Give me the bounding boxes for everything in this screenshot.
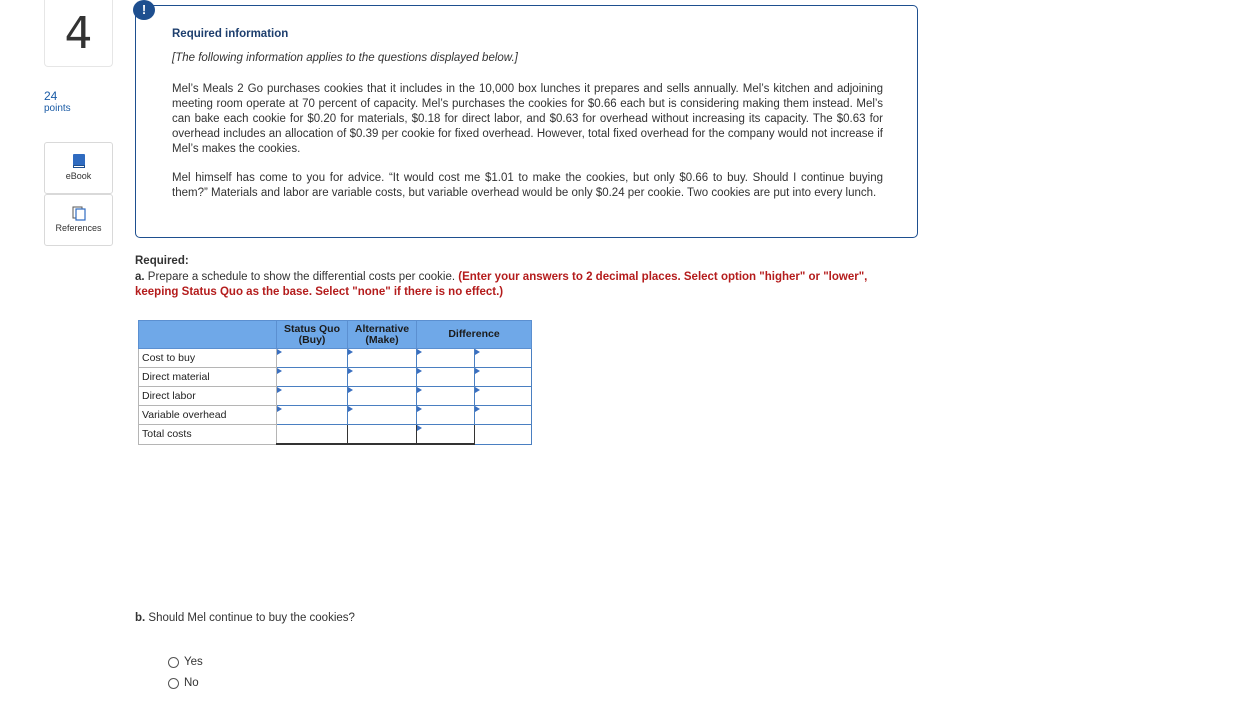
part-a-answer-instructions: (Enter your answers to 2 decimal places. Select option "higher" or "lower", keeping Status Quo as the base. Select "none" if there is no effect.) (135, 271, 868, 298)
difference-direct-labor-field[interactable] (417, 387, 474, 405)
difference-cost-to-buy-field[interactable] (417, 349, 474, 367)
difference-variable-overhead-field[interactable] (417, 406, 474, 424)
alternative-variable-overhead-input[interactable] (348, 406, 417, 425)
alternative-direct-material-input[interactable] (348, 368, 417, 387)
info-subtitle: [The following information applies to the questions displayed below.] (172, 52, 518, 64)
option-no[interactable] (168, 677, 199, 689)
alternative-total-costs-cell (348, 425, 417, 445)
status-quo-direct-material-field[interactable] (277, 368, 347, 386)
status-quo-variable-overhead-field[interactable] (277, 406, 347, 424)
input-marker-icon (417, 425, 422, 431)
alternative-direct-labor-input[interactable] (348, 387, 417, 406)
input-marker-icon (417, 406, 422, 412)
dropdown-marker-icon (475, 349, 480, 355)
part-a-letter: a. (135, 271, 145, 283)
status-quo-variable-overhead-input[interactable] (277, 406, 348, 425)
required-label: Required: (135, 255, 189, 267)
header-alternative (348, 321, 417, 349)
header-alternative-line1: Alternative (354, 322, 410, 335)
alternative-cost-to-buy-input[interactable] (348, 349, 417, 368)
references-button[interactable] (44, 194, 113, 246)
info-paragraph-1: Mel’s Meals 2 Go purchases cookies that it includes in the 10,000 box lunches it prepares and sells annually. Mel’s kitchen and adjoining meeting room operate at 70 percent of capacity. Mel’s purchases the cookies for $0.66 each but is considering making them instead. Mel’s can bake each cookie for $0.20 for materials, $0.18 for direct labor, and $0.63 for overhead without increasing its capacity. The $0.63 for overhead includes an allocation of $0.39 per cookie for fixed overhead. However, total fixed overhead for the company would not increase if Mel’s makes the cookies. (172, 83, 883, 155)
input-marker-icon (348, 349, 353, 355)
header-status-quo (277, 321, 348, 349)
alternative-cost-to-buy-field[interactable] (348, 349, 416, 367)
table-row (139, 387, 532, 406)
header-status-quo-line1: Status Quo (283, 322, 340, 335)
alternative-direct-material-field[interactable] (348, 368, 416, 386)
difference-total-costs-field[interactable] (417, 425, 474, 443)
difference-variable-overhead-select[interactable] (474, 406, 532, 425)
input-marker-icon (348, 368, 353, 374)
part-b-text: Should Mel continue to buy the cookies? (145, 612, 355, 624)
required-information-box (135, 5, 918, 238)
input-marker-icon (417, 368, 422, 374)
part-a-instructions (135, 270, 910, 300)
header-alternative-line2: (Make) (365, 333, 399, 346)
difference-cost-to-buy-select[interactable] (474, 349, 532, 368)
input-marker-icon (277, 387, 282, 393)
difference-direct-material-input[interactable] (417, 368, 475, 387)
row-label-variable-overhead: Variable overhead (139, 406, 277, 425)
info-paragraph-2: Mel himself has come to you for advice. “It would cost me $1.01 to make the cookies, but only $0.66 to buy. Should I continue buying them?” Materials and labor are variable costs, but variable overhead would be only $0.24 per cookie. Two cookies are put into every lunch. (172, 172, 883, 199)
status-quo-cost-to-buy-input[interactable] (277, 349, 348, 368)
alternative-direct-labor-field[interactable] (348, 387, 416, 405)
table-row (139, 349, 532, 368)
difference-direct-material-select[interactable] (474, 368, 532, 387)
dropdown-marker-icon (475, 368, 480, 374)
status-quo-total-costs-cell (277, 425, 348, 445)
difference-direct-labor-input[interactable] (417, 387, 475, 406)
difference-direct-material-field[interactable] (417, 368, 474, 386)
header-status-quo-line2: (Buy) (298, 333, 326, 346)
header-difference: Difference (417, 321, 532, 349)
references-label: References (55, 223, 102, 233)
alert-icon: ! (133, 0, 155, 20)
row-label-direct-labor: Direct labor (139, 387, 277, 406)
input-marker-icon (348, 387, 353, 393)
ebook-button[interactable] (44, 142, 113, 194)
radio-button-icon[interactable] (168, 678, 179, 689)
book-icon (71, 153, 87, 169)
part-b-question (135, 612, 355, 624)
input-marker-icon (417, 349, 422, 355)
input-marker-icon (277, 406, 282, 412)
differential-cost-schedule (138, 320, 532, 445)
status-quo-cost-to-buy-field[interactable] (277, 349, 347, 367)
input-marker-icon (277, 368, 282, 374)
difference-total-costs-input[interactable] (417, 425, 475, 445)
status-quo-direct-labor-input[interactable] (277, 387, 348, 406)
row-label-cost-to-buy: Cost to buy (139, 349, 277, 368)
input-marker-icon (277, 349, 282, 355)
difference-total-costs-blank (474, 425, 532, 445)
part-b-letter: b. (135, 612, 146, 624)
option-no-label: No (184, 677, 199, 689)
part-a-text: Prepare a schedule to show the differential costs per cookie. (144, 271, 459, 283)
option-yes[interactable] (168, 656, 203, 668)
input-marker-icon (417, 387, 422, 393)
dropdown-marker-icon (475, 406, 480, 412)
question-number: 4 (44, 0, 113, 67)
dropdown-marker-icon (475, 387, 480, 393)
ebook-label: eBook (65, 171, 92, 181)
info-title: Required information (172, 28, 289, 40)
row-label-direct-material: Direct material (139, 368, 277, 387)
points-display (44, 89, 71, 115)
table-row (139, 368, 532, 387)
documents-icon (71, 205, 87, 221)
table-row (139, 406, 532, 425)
row-label-total-costs: Total costs (139, 425, 277, 445)
table-row (139, 425, 532, 445)
points-label: points (44, 103, 71, 114)
option-yes-label: Yes (184, 656, 203, 668)
difference-direct-labor-select[interactable] (474, 387, 532, 406)
difference-variable-overhead-input[interactable] (417, 406, 475, 425)
header-blank (139, 321, 277, 349)
points-value: 24 (44, 89, 58, 103)
alternative-variable-overhead-field[interactable] (348, 406, 416, 424)
radio-button-icon[interactable] (168, 657, 179, 668)
status-quo-direct-labor-field[interactable] (277, 387, 347, 405)
difference-cost-to-buy-input[interactable] (417, 349, 475, 368)
input-marker-icon (348, 406, 353, 412)
status-quo-direct-material-input[interactable] (277, 368, 348, 387)
